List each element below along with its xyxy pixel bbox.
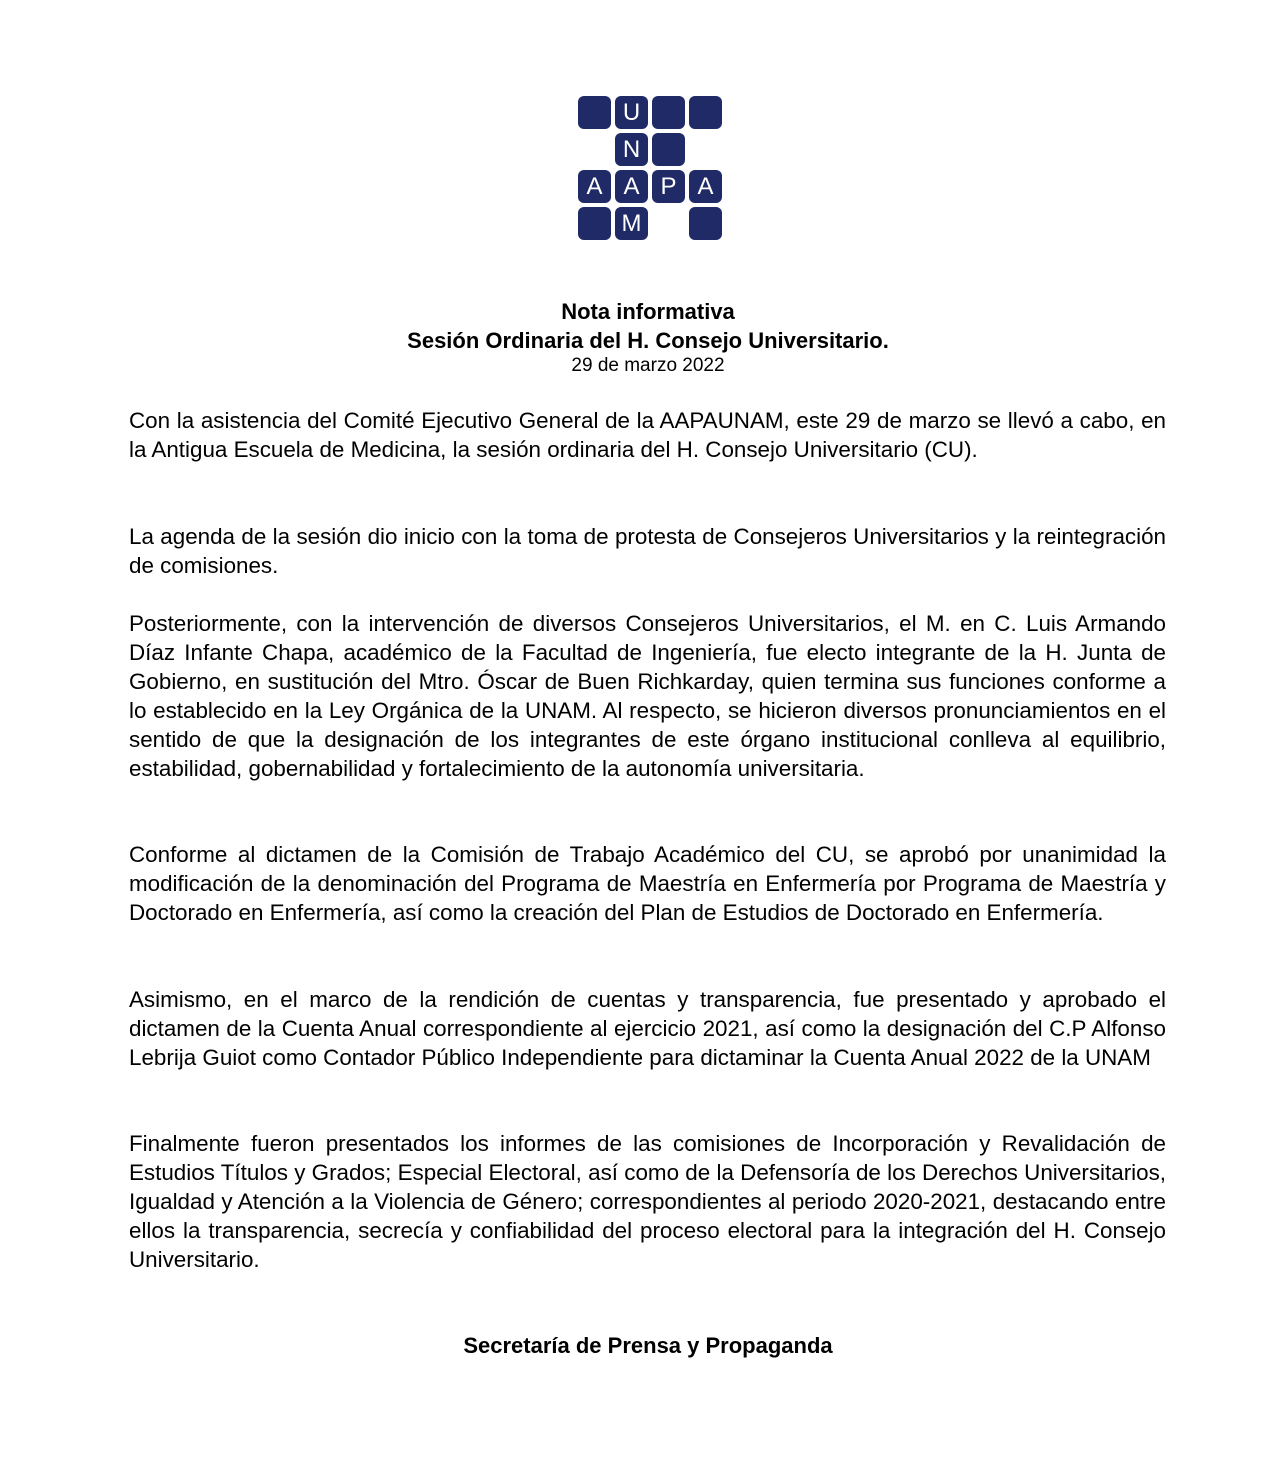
- document-subtitle: Sesión Ordinaria del H. Consejo Universitario.: [407, 328, 889, 353]
- paragraph-1: Con la asistencia del Comité Ejecutivo General de la AAPAUNAM, este 29 de marzo se llevó a cabo, en la Antigua Escuela de Medicina, la sesión ordinaria del H. Consejo Universitario (CU).: [129, 408, 1166, 462]
- aapaunam-logo: [578, 96, 723, 241]
- logo-tile-p: P: [652, 170, 685, 203]
- logo-tile: [689, 96, 722, 129]
- paragraph-4: Conforme al dictamen de la Comisión de Trabajo Académico del CU, se aprobó por unanimidad la modificación de la denominación del Programa de Maestría en Enfermería por Programa de Maestría y Doctorado en Enfermería, así como la creación del Plan de Estudios de Doctorado en Enfermería.: [129, 842, 1166, 925]
- paragraph-3: Posteriormente, con la intervención de diversos Consejeros Universitarios, el M. en C. Luis Armando Díaz Infante Chapa, académico de la Facultad de Ingeniería, fue electo integrante de la H. Junta de Gobierno, en sustitución del Mtro. Óscar de Buen Richkarday, quien termina sus funciones conforme a lo establecido en la Ley Orgánica de la UNAM. Al respecto, se hicieron diversos pronunciamientos en el sentido de que la designación de los integrantes de este órgano institucional conlleva al equilibrio, estabilidad, gobernabilidad y fortalecimiento de la autonomía universitaria.: [129, 611, 1166, 781]
- logo-tile: [689, 207, 722, 240]
- logo-tile: [652, 133, 685, 166]
- logo-tile-u: U: [615, 96, 648, 129]
- document-date: 29 de marzo 2022: [571, 355, 725, 376]
- signature: Secretaría de Prensa y Propaganda: [463, 1333, 833, 1358]
- logo-tile-a1: A: [578, 170, 611, 203]
- logo-tile-m: M: [615, 207, 648, 240]
- logo-tile-n: N: [615, 133, 648, 166]
- logo-tile: [578, 207, 611, 240]
- logo-tile: [652, 96, 685, 129]
- document-title: Nota informativa: [561, 299, 735, 324]
- paragraph-5: Asimismo, en el marco de la rendición de cuentas y transparencia, fue presentado y aprobado el dictamen de la Cuenta Anual correspondiente al ejercicio 2021, así como la designación del C.P Alfonso Lebrija Guiot como Contador Público Independiente para dictaminar la Cuenta Anual 2022 de la UNAM: [129, 987, 1166, 1070]
- logo-tile-a3: A: [689, 170, 722, 203]
- paragraph-6: Finalmente fueron presentados los informes de las comisiones de Incorporación y Revalidación de Estudios Títulos y Grados; Especial Electoral, así como de la Defensoría de los Derechos Universitarios, Igualdad y Atención a la Violencia de Género; correspondientes al periodo 2020-2021, destacando entre ellos la transparencia, secrecía y confiabilidad del proceso electoral para la integración del H. Consejo Universitario.: [129, 1131, 1166, 1272]
- logo-tile-a2: A: [615, 170, 648, 203]
- paragraph-2: La agenda de la sesión dio inicio con la toma de protesta de Consejeros Universitarios y la reintegración de comisiones.: [129, 524, 1166, 578]
- logo-tile: [578, 96, 611, 129]
